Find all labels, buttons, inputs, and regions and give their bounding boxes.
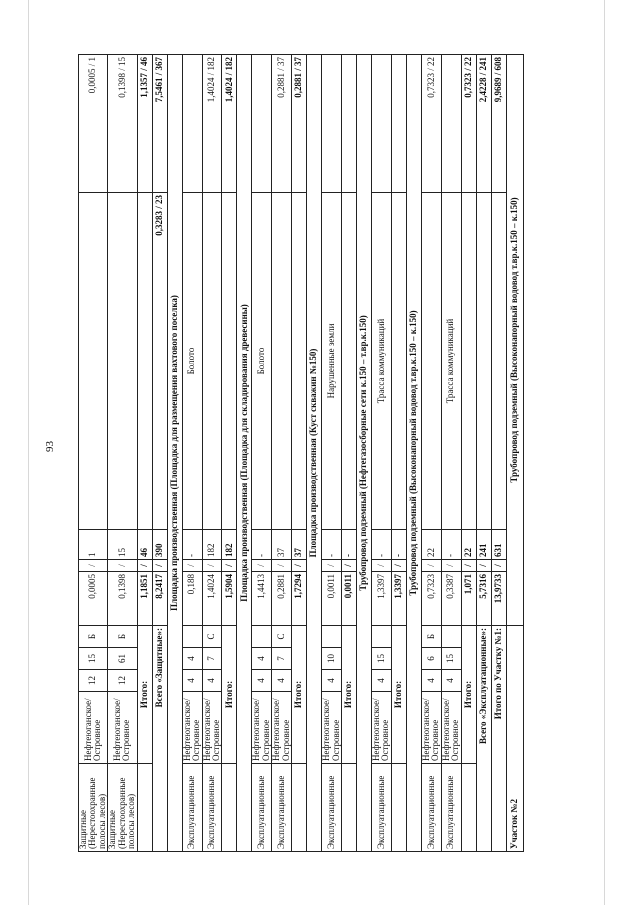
land-type-cell bbox=[108, 193, 137, 530]
vydel-cell: 61 bbox=[108, 648, 137, 670]
table-body bbox=[79, 55, 524, 852]
vydel-cell: 7 bbox=[272, 648, 292, 670]
count-cell: 22 bbox=[421, 530, 441, 560]
separator-cell: / bbox=[322, 560, 342, 572]
area-cell: 0,2881 bbox=[272, 572, 292, 626]
separator-cell: / bbox=[342, 560, 357, 572]
table-row bbox=[421, 55, 441, 852]
category-cell: Эксплуатационные bbox=[372, 764, 392, 852]
category-cell: Эксплуатационные bbox=[272, 764, 292, 852]
separator-cell: / bbox=[272, 560, 292, 572]
area-cell: 1,5904 bbox=[222, 572, 237, 626]
quarter-cell: 12 bbox=[79, 670, 108, 692]
separator-cell: / bbox=[391, 560, 406, 572]
class-cell: Б bbox=[421, 626, 441, 648]
table-row bbox=[441, 55, 461, 852]
category-cell: Эксплуатационные bbox=[202, 764, 222, 852]
subtotal-row bbox=[137, 55, 152, 852]
total-cell: 1,4024 / 182 bbox=[202, 55, 222, 193]
table-row bbox=[252, 55, 272, 852]
category-cell: Эксплуатационные bbox=[252, 764, 272, 852]
area-cell: 0,7323 bbox=[421, 572, 441, 626]
total-cell: 9,9689 / 608 bbox=[491, 55, 506, 193]
land-type-cell bbox=[461, 193, 476, 530]
grand-total-row bbox=[152, 55, 167, 852]
count-cell: 46 bbox=[137, 530, 152, 560]
grand-total-row bbox=[476, 55, 491, 852]
land-type-cell bbox=[476, 193, 491, 530]
blank-cell bbox=[292, 764, 307, 852]
land-type-cell bbox=[491, 193, 506, 530]
area-cell: 0,0011 bbox=[342, 572, 357, 626]
separator-cell: / bbox=[222, 560, 237, 572]
land-type-cell bbox=[137, 193, 152, 530]
land-type-cell bbox=[421, 193, 441, 530]
section-title: Площадка производственная (Куст скважин №150) bbox=[307, 55, 322, 852]
total-label: Итого: bbox=[342, 626, 357, 764]
total-cell bbox=[342, 55, 357, 193]
count-cell: 241 bbox=[476, 530, 491, 560]
land-type-cell: Нарушенные земли bbox=[322, 193, 342, 530]
total-cell: 1,4024 / 182 bbox=[222, 55, 237, 193]
total-cell bbox=[252, 55, 272, 193]
table-row bbox=[322, 55, 342, 852]
count-cell: - bbox=[342, 530, 357, 560]
area-cell: 1,3397 bbox=[391, 572, 406, 626]
total-cell: 0,0005 / 1 bbox=[79, 55, 108, 193]
total-cell: 0,2881 / 37 bbox=[292, 55, 307, 193]
count-cell: 631 bbox=[491, 530, 506, 560]
land-type-cell: Болото bbox=[182, 193, 202, 530]
table-row bbox=[372, 55, 392, 852]
vydel-cell: 7 bbox=[202, 648, 222, 670]
category-cell: Эксплуатационные bbox=[182, 764, 202, 852]
count-cell: - bbox=[252, 530, 272, 560]
separator-cell: / bbox=[137, 560, 152, 572]
area-cell: 0,3387 bbox=[441, 572, 461, 626]
category-cell: Эксплуатационные bbox=[421, 764, 441, 852]
forestry-cell: Нефтеюганское/ Островное bbox=[108, 692, 137, 764]
class-cell bbox=[441, 626, 461, 648]
category-cell: Защитные (Нерестоохранные полосы лесов) bbox=[108, 764, 137, 852]
total-cell bbox=[391, 55, 406, 193]
quarter-cell: 4 bbox=[272, 670, 292, 692]
land-type-cell bbox=[342, 193, 357, 530]
grand-total-row bbox=[491, 55, 506, 852]
page-number: 93 bbox=[44, 441, 56, 452]
forestry-cell: Нефтеюганское/ Островное bbox=[372, 692, 392, 764]
total-label: Итого: bbox=[391, 626, 406, 764]
section-title: Площадка производственная (Площадка для размещения вахтового поселка) bbox=[167, 55, 182, 852]
count-cell: - bbox=[391, 530, 406, 560]
total-cell bbox=[441, 55, 461, 193]
total-cell: 0,7323 / 22 bbox=[421, 55, 441, 193]
area-cell: 1,4024 bbox=[202, 572, 222, 626]
separator-cell: / bbox=[252, 560, 272, 572]
count-cell: - bbox=[182, 530, 202, 560]
subtotal-row bbox=[292, 55, 307, 852]
total-label: Итого по Участку №1: bbox=[491, 626, 506, 852]
total-label: Всего «Эксплуатационные»: bbox=[476, 626, 491, 852]
land-type-cell bbox=[272, 193, 292, 530]
quarter-cell: 4 bbox=[322, 670, 342, 692]
land-type-cell: 0,3283 / 23 bbox=[152, 193, 167, 530]
rotated-table-wrapper bbox=[78, 55, 628, 852]
separator-cell: / bbox=[202, 560, 222, 572]
area-cell: 0,0011 bbox=[322, 572, 342, 626]
total-cell: 0,2881 / 37 bbox=[272, 55, 292, 193]
area-cell: 1,7294 bbox=[292, 572, 307, 626]
separator-cell: / bbox=[491, 560, 506, 572]
forestry-cell: Нефтеюганское/ Островное bbox=[272, 692, 292, 764]
vydel-cell: 4 bbox=[252, 648, 272, 670]
forestry-cell: Нефтеюганское/ Островное bbox=[421, 692, 441, 764]
forest-area-table bbox=[78, 54, 524, 852]
count-cell: - bbox=[322, 530, 342, 560]
total-cell bbox=[372, 55, 392, 193]
separator-cell: / bbox=[461, 560, 476, 572]
quarter-cell: 4 bbox=[252, 670, 272, 692]
vydel-cell: 15 bbox=[372, 648, 392, 670]
count-cell: 37 bbox=[272, 530, 292, 560]
area-cell: 1,071 bbox=[461, 572, 476, 626]
class-cell: С bbox=[272, 626, 292, 648]
area-cell: 1,1851 bbox=[137, 572, 152, 626]
land-type-cell: Трасса коммуникаций bbox=[441, 193, 461, 530]
land-type-cell bbox=[79, 193, 108, 530]
forestry-cell: Нефтеюганское/ Островное bbox=[182, 692, 202, 764]
quarter-cell: 12 bbox=[108, 670, 137, 692]
count-cell: 22 bbox=[461, 530, 476, 560]
vydel-cell: 6 bbox=[421, 648, 441, 670]
area-cell: 5,7316 bbox=[476, 572, 491, 626]
land-type-cell bbox=[202, 193, 222, 530]
table-row bbox=[108, 55, 137, 852]
section-header-row bbox=[167, 55, 182, 852]
vydel-cell: 4 bbox=[182, 648, 202, 670]
total-label: Итого: bbox=[222, 626, 237, 764]
land-type-cell bbox=[292, 193, 307, 530]
count-cell: 390 bbox=[152, 530, 167, 560]
class-cell bbox=[182, 626, 202, 648]
total-cell: 1,1357 / 46 bbox=[137, 55, 152, 193]
blank-cell bbox=[391, 764, 406, 852]
site-header-row bbox=[506, 55, 523, 852]
area-cell: 1,3397 bbox=[372, 572, 392, 626]
total-cell bbox=[182, 55, 202, 193]
forestry-cell: Нефтеюганское/ Островное bbox=[79, 692, 108, 764]
forestry-cell: Нефтеюганское/ Островное bbox=[252, 692, 272, 764]
vydel-cell: 15 bbox=[79, 648, 108, 670]
subtotal-row bbox=[391, 55, 406, 852]
count-cell: 37 bbox=[292, 530, 307, 560]
site-label: Участок №2 bbox=[506, 626, 523, 852]
area-cell: 13,9733 bbox=[491, 572, 506, 626]
total-cell: 7,5461 / 367 bbox=[152, 55, 167, 193]
section-header-row bbox=[406, 55, 421, 852]
count-cell: 182 bbox=[202, 530, 222, 560]
vydel-cell: 15 bbox=[441, 648, 461, 670]
section-header-row bbox=[237, 55, 252, 852]
vydel-cell: 10 bbox=[322, 648, 342, 670]
separator-cell: / bbox=[182, 560, 202, 572]
count-cell: - bbox=[372, 530, 392, 560]
section-title: Трубопровод подземный (Высоконапорный водовод т.вр.к.150 – к.150) bbox=[506, 55, 523, 626]
section-title: Площадка производственная (Площадка для складирования древесины) bbox=[237, 55, 252, 852]
quarter-cell: 4 bbox=[441, 670, 461, 692]
category-cell: Эксплуатационные bbox=[322, 764, 342, 852]
blank-cell bbox=[222, 764, 237, 852]
subtotal-row bbox=[461, 55, 476, 852]
table-row bbox=[272, 55, 292, 852]
section-header-row bbox=[357, 55, 372, 852]
category-cell: Эксплуатационные bbox=[441, 764, 461, 852]
class-cell: С bbox=[202, 626, 222, 648]
total-label: Итого: bbox=[292, 626, 307, 764]
table-row bbox=[182, 55, 202, 852]
blank-cell bbox=[137, 764, 152, 852]
subtotal-row bbox=[342, 55, 357, 852]
land-type-cell: Трасса коммуникаций bbox=[372, 193, 392, 530]
table-row bbox=[202, 55, 222, 852]
land-type-cell: Болото bbox=[252, 193, 272, 530]
forestry-cell: Нефтеюганское/ Островное bbox=[322, 692, 342, 764]
separator-cell: / bbox=[421, 560, 441, 572]
blank-cell bbox=[461, 764, 476, 852]
class-cell: Б bbox=[79, 626, 108, 648]
quarter-cell: 4 bbox=[202, 670, 222, 692]
subtotal-row bbox=[222, 55, 237, 852]
forestry-cell: Нефтеюганское/ Островное bbox=[202, 692, 222, 764]
total-cell: 2,4228 / 241 bbox=[476, 55, 491, 193]
class-cell bbox=[322, 626, 342, 648]
scan-edge-left bbox=[28, 0, 29, 905]
count-cell: - bbox=[441, 530, 461, 560]
count-cell: 182 bbox=[222, 530, 237, 560]
table-row bbox=[79, 55, 108, 852]
quarter-cell: 4 bbox=[372, 670, 392, 692]
separator-cell: / bbox=[292, 560, 307, 572]
separator-cell: / bbox=[441, 560, 461, 572]
area-cell: 1,4413 bbox=[252, 572, 272, 626]
land-type-cell bbox=[391, 193, 406, 530]
separator-cell: / bbox=[108, 560, 137, 572]
total-cell bbox=[322, 55, 342, 193]
separator-cell: / bbox=[476, 560, 491, 572]
class-cell: Б bbox=[108, 626, 137, 648]
section-title: Трубопровод подземный (Нефтегазосборные сети к.150 – т.вр.к.150) bbox=[357, 55, 372, 852]
area-cell: 0,0005 bbox=[79, 572, 108, 626]
forestry-cell: Нефтеюганское/ Островное bbox=[441, 692, 461, 764]
count-cell: 15 bbox=[108, 530, 137, 560]
total-label: Итого: bbox=[137, 626, 152, 764]
area-cell: 8,2417 bbox=[152, 572, 167, 626]
land-type-cell bbox=[222, 193, 237, 530]
separator-cell: / bbox=[372, 560, 392, 572]
class-cell bbox=[252, 626, 272, 648]
area-cell: 0,188 bbox=[182, 572, 202, 626]
total-label: Всего «Защитные»: bbox=[152, 626, 167, 852]
class-cell bbox=[372, 626, 392, 648]
area-cell: 0,1398 bbox=[108, 572, 137, 626]
section-header-row bbox=[307, 55, 322, 852]
quarter-cell: 4 bbox=[421, 670, 441, 692]
count-cell: 1 bbox=[79, 530, 108, 560]
category-cell: Защитные (Нерестоохранные полосы лесов) bbox=[79, 764, 108, 852]
total-label: Итого: bbox=[461, 626, 476, 764]
section-title: Трубопровод подземный (Высоконапорный водовод т.вр.к.150 – к.150) bbox=[406, 55, 421, 852]
total-cell: 0,7323 / 22 bbox=[461, 55, 476, 193]
total-cell: 0,1398 / 15 bbox=[108, 55, 137, 193]
separator-cell: / bbox=[152, 560, 167, 572]
blank-cell bbox=[342, 764, 357, 852]
separator-cell: / bbox=[79, 560, 108, 572]
quarter-cell: 4 bbox=[182, 670, 202, 692]
